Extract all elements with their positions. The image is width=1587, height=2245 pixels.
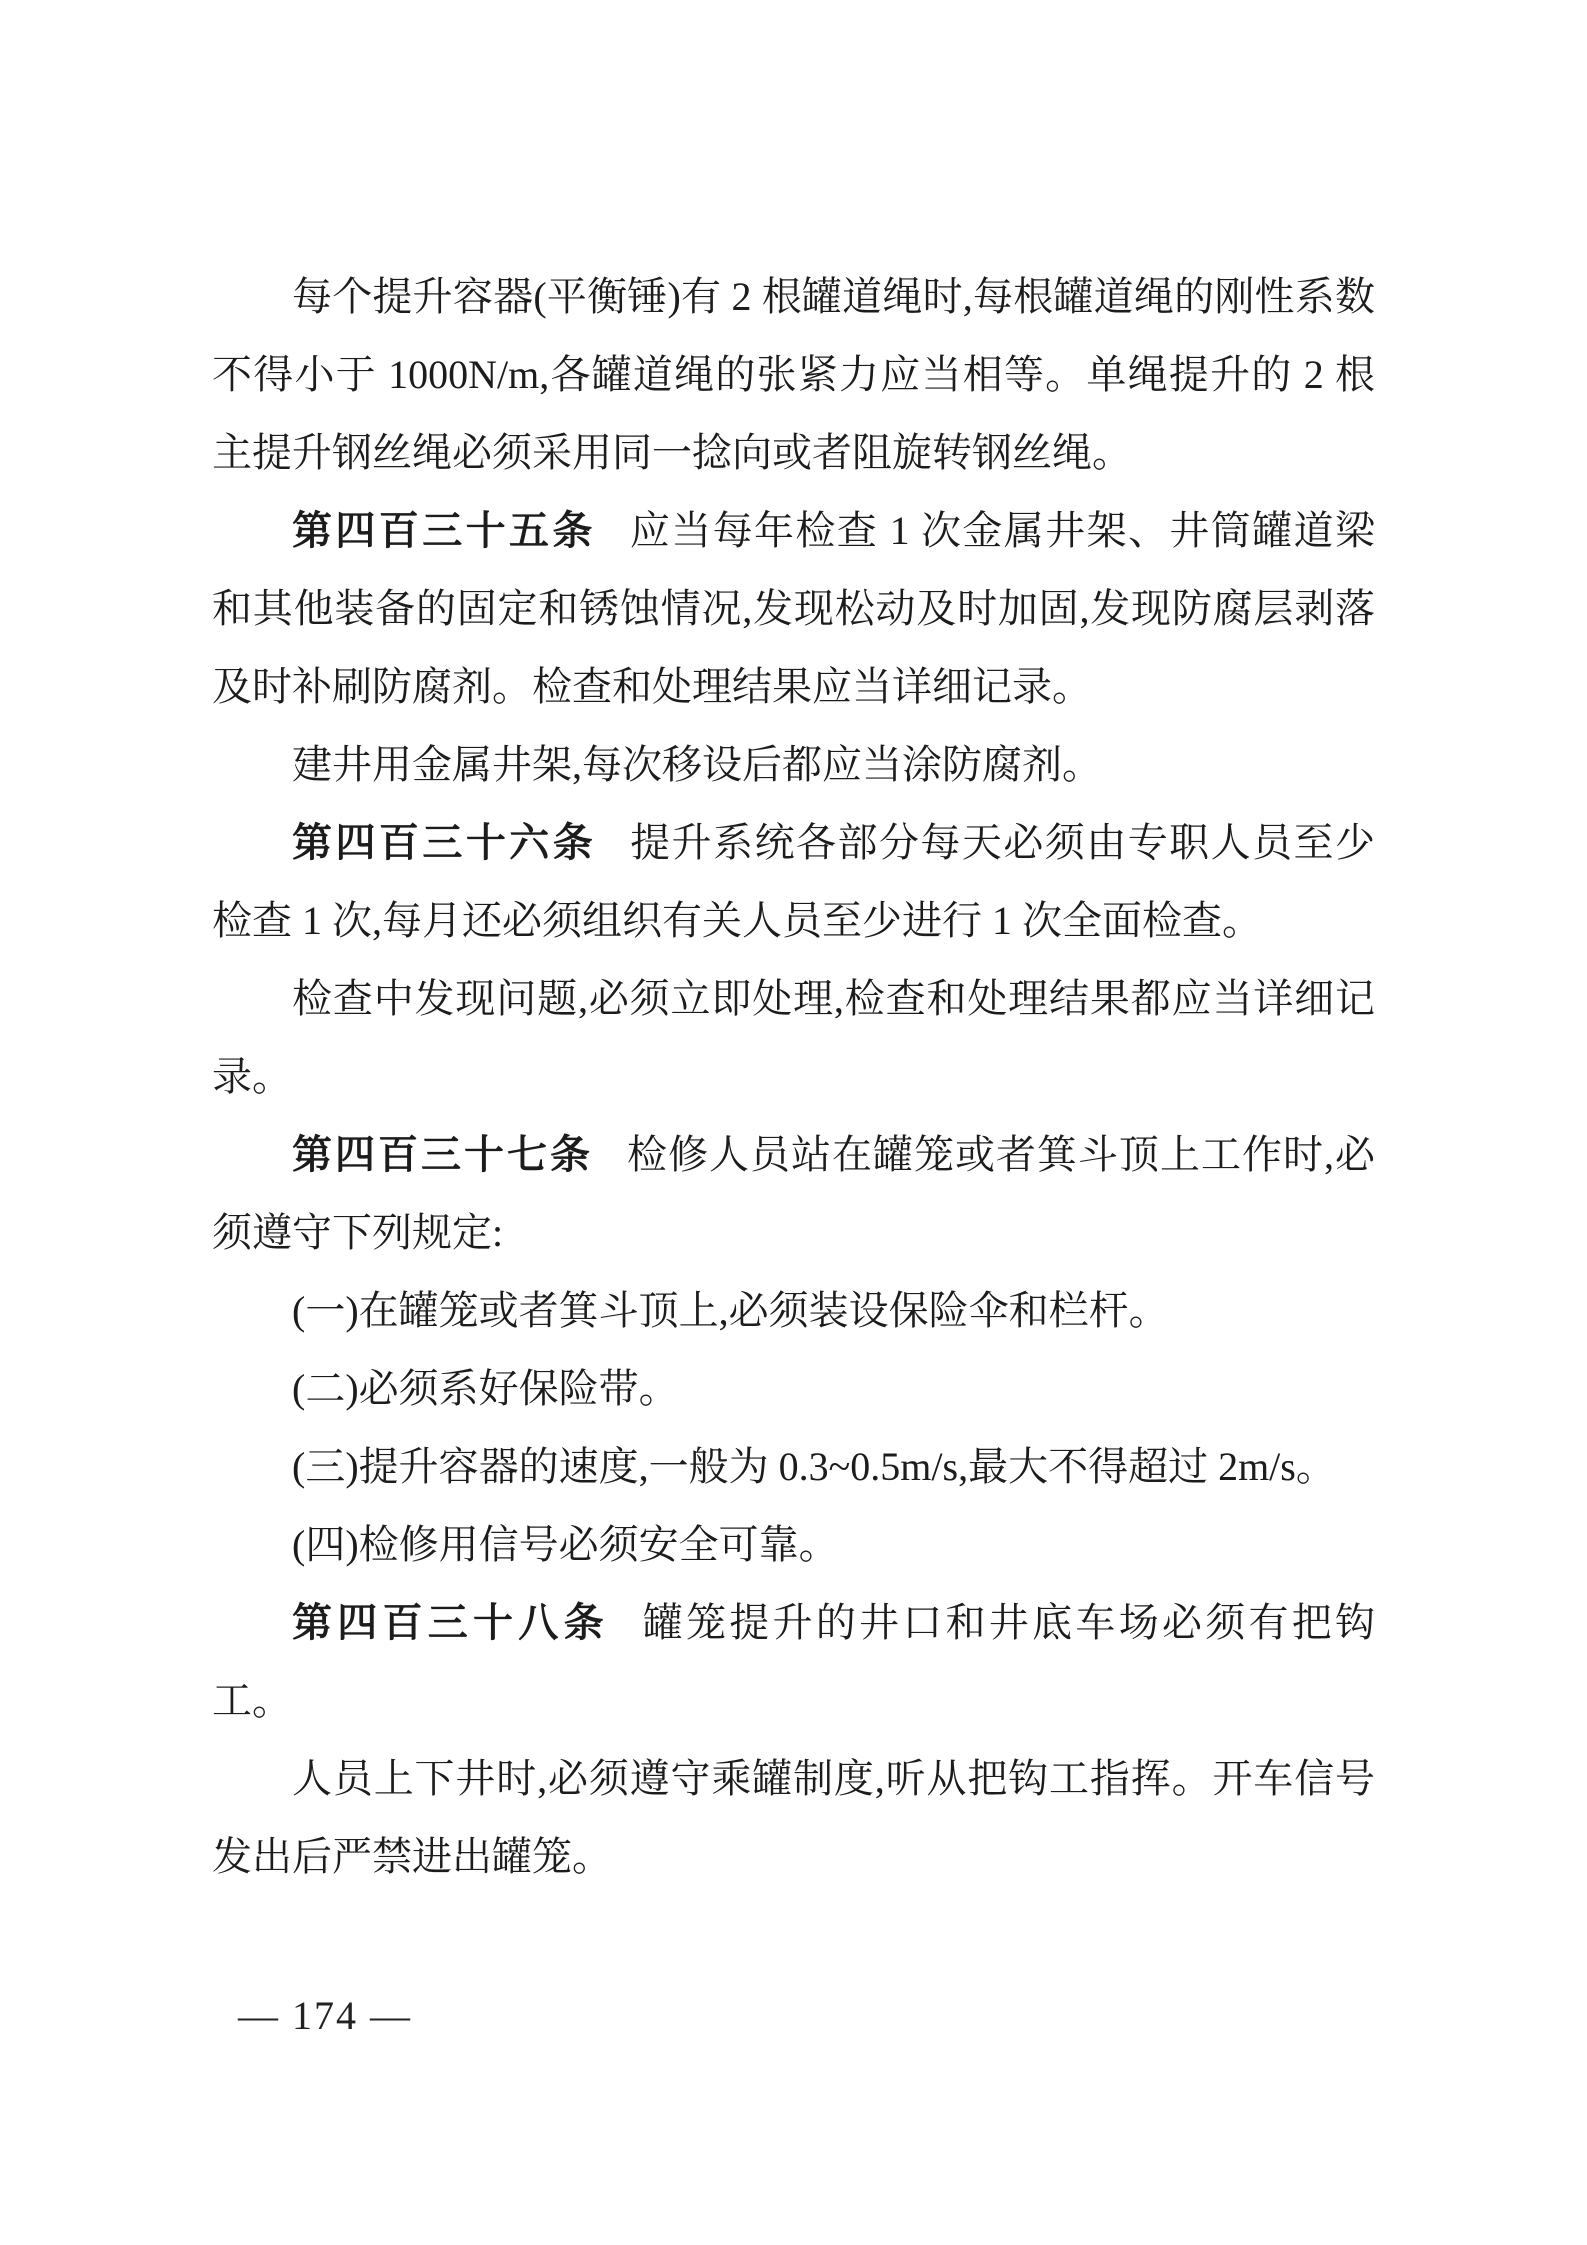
list-item-paragraph	[212, 1428, 1375, 1506]
article-number: 第四百三十八条	[292, 1601, 609, 1645]
paragraph-text: 人员上下井时,必须遵守乘罐制度,听从把钩工指挥。开车信号发出后严禁进出罐笼。	[212, 1756, 1375, 1879]
body-paragraph	[212, 960, 1375, 1116]
list-item-paragraph	[212, 1350, 1375, 1428]
list-item-paragraph	[212, 1272, 1375, 1350]
list-item-paragraph	[212, 1506, 1375, 1584]
paragraph-text: 应当每年检查 1 次金属井架、井筒罐道梁和其他装备的固定和锈蚀情况,发现松动及时加固,发现防腐层剥落及时补刷防腐剂。检查和处理结果应当详细记录。	[212, 508, 1376, 709]
body-paragraph	[212, 1740, 1375, 1896]
article-paragraph	[212, 1584, 1375, 1740]
paragraph-text: (二)必须系好保险带。	[292, 1366, 679, 1411]
body-paragraph	[212, 258, 1375, 492]
page-body	[212, 258, 1375, 1896]
article-number: 第四百三十五条	[292, 509, 596, 553]
paragraph-text: 罐笼提升的井口和井底车场必须有把钩工。	[212, 1600, 1376, 1723]
paragraph-text: (一)在罐笼或者箕斗顶上,必须装设保险伞和栏杆。	[292, 1288, 1169, 1333]
article-number: 第四百三十七条	[292, 1133, 593, 1177]
paragraph-text: 检查中发现问题,必须立即处理,检查和处理结果都应当详细记录。	[212, 976, 1375, 1099]
body-paragraph	[212, 726, 1375, 804]
article-paragraph	[212, 1116, 1375, 1272]
paragraph-text: 提升系统各部分每天必须由专职人员至少检查 1 次,每月还必须组织有关人员至少进行 1 次全面检查。	[212, 820, 1376, 943]
paragraph-text: 检修人员站在罐笼或者箕斗顶上工作时,必须遵守下列规定:	[212, 1132, 1375, 1255]
paragraph-text: 每个提升容器(平衡锤)有 2 根罐道绳时,每根罐道绳的刚性系数不得小于 1000N/m,各罐道绳的张紧力应当相等。单绳提升的 2 根主提升钢丝绳必须采用同一捻向或者阻旋转钢丝绳。	[212, 274, 1375, 475]
paragraph-text: (三)提升容器的速度,一般为 0.3~0.5m/s,最大不得超过 2m/s。	[292, 1444, 1336, 1489]
article-paragraph	[212, 804, 1375, 960]
page-number: — 174 —	[238, 1993, 412, 2038]
paragraph-text: (四)检修用信号必须安全可靠。	[292, 1522, 839, 1567]
article-number: 第四百三十六条	[292, 821, 597, 865]
article-paragraph	[212, 492, 1375, 726]
paragraph-text: 建井用金属井架,每次移设后都应当涂防腐剂。	[292, 742, 1102, 787]
